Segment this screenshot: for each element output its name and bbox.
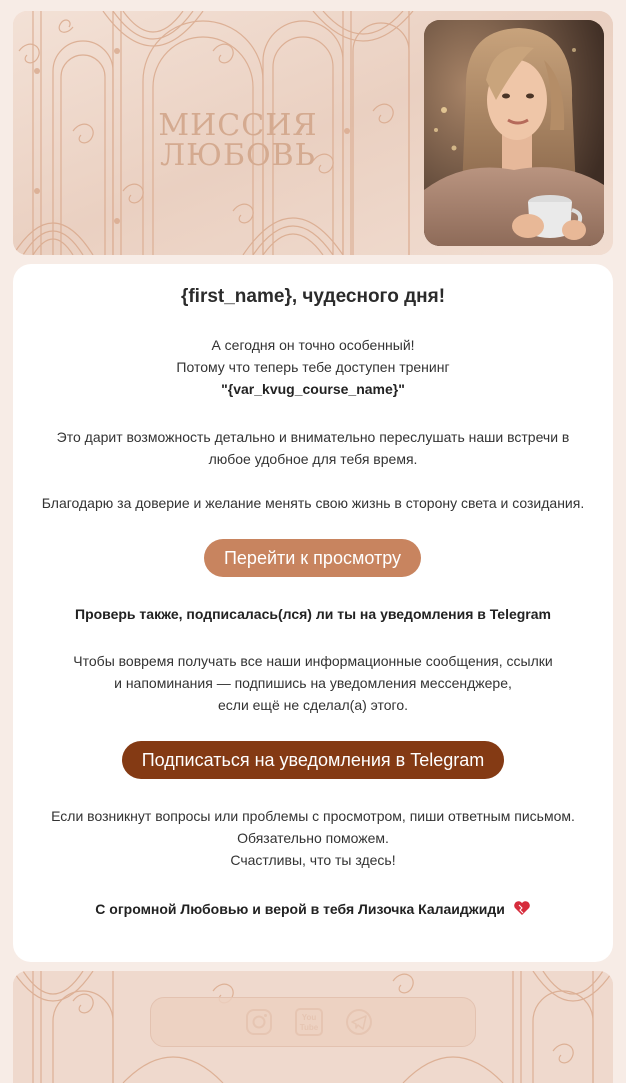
telegram-info-line-1: Чтобы вовремя получать все наши информационные сообщения, ссылки	[73, 653, 553, 669]
replay-paragraph	[13, 426, 613, 470]
social-links-box	[150, 997, 476, 1047]
greeting-heading: {first_name}, чудесного дня!	[180, 286, 446, 307]
replay-line-2: любое удобное для тебя время.	[208, 451, 418, 467]
support-paragraph	[13, 805, 613, 871]
thanks-paragraph: Благодарю за доверие и желание менять свою жизнь в сторону света и созидания.	[41, 495, 585, 511]
heart-icon	[513, 900, 531, 916]
instagram-icon[interactable]	[245, 1008, 273, 1036]
watch-button[interactable]: Перейти к просмотру	[204, 539, 421, 577]
youtube-icon-label-top: You	[301, 1013, 317, 1022]
telegram-info-paragraph	[13, 650, 613, 716]
mission-love-logo	[143, 108, 333, 173]
logo-line-1: МИССИЯ	[158, 108, 318, 143]
youtube-icon-label-bottom: Tube	[299, 1023, 319, 1032]
support-line-3: Счастливы, что ты здесь!	[230, 852, 396, 868]
signature-line	[13, 900, 613, 917]
replay-line-1: Это дарит возможность детально и внимательно переслушать наши встречи в	[56, 429, 570, 445]
telegram-icon[interactable]	[345, 1008, 373, 1036]
email-body-card	[13, 264, 613, 962]
intro-line-1: А сегодня он точно особенный!	[211, 337, 415, 353]
logo-line-2: ЛЮБОВЬ	[160, 138, 316, 173]
support-line-2: Обязательно поможем.	[237, 830, 389, 846]
footer-banner	[13, 971, 613, 1083]
youtube-icon[interactable]	[295, 1008, 323, 1036]
intro-line-2: Потому что теперь тебе доступен тренинг	[176, 359, 450, 375]
header-banner	[13, 11, 613, 255]
intro-paragraph	[13, 334, 613, 400]
telegram-subscribe-button[interactable]: Подписаться на уведомления в Telegram	[122, 741, 504, 779]
telegram-check-text: Проверь также, подписалась(лся) ли ты на уведомления в Telegram	[75, 606, 551, 622]
telegram-info-line-2: и напоминания — подпишись на уведомления мессенджере,	[114, 675, 512, 691]
signature-text: С огромной Любовью и верой в тебя Лизочка Калаиджиди	[95, 901, 505, 917]
author-photo	[424, 20, 604, 246]
course-name: "{var_kvug_course_name}"	[221, 381, 405, 397]
support-line-1: Если возникнут вопросы или проблемы с просмотром, пиши ответным письмом.	[51, 808, 575, 824]
telegram-info-line-3: если ещё не сделал(а) этого.	[217, 697, 409, 713]
